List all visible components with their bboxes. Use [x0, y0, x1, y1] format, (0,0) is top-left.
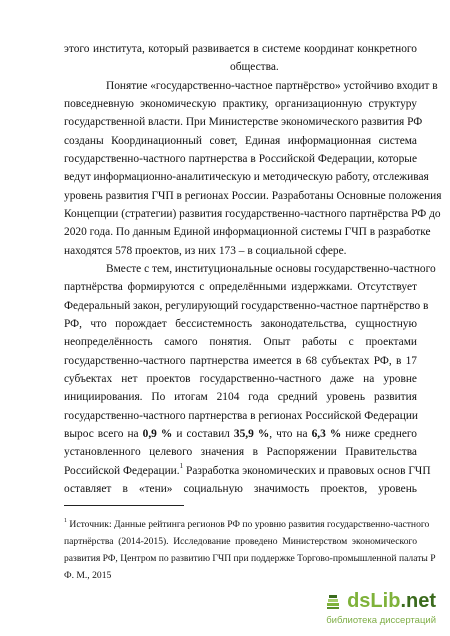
bold-value: 6,3 % — [311, 428, 342, 440]
text-line: государственно-частного партнерства в Российской Федерации, которые — [64, 153, 417, 165]
text-line: субъектах нет проектов государственно-частного даже на уровне — [64, 373, 417, 385]
text-line: Концепции (стратегии) развития государственно-частного партнёрства РФ до — [64, 208, 441, 220]
footnote-line: Ф. М., 2015 — [64, 570, 112, 581]
paragraph-start: Понятие «государственно-частное партнёрство» устойчиво входит в — [106, 80, 438, 92]
text-line: государственно-частного партнерства имеется в 68 субъектах РФ, в 17 — [64, 355, 417, 367]
logo-text: dsLib — [347, 590, 401, 612]
logo-domain: .net — [400, 590, 436, 612]
text-line: повседневную экономическую практику, организационную структуру — [64, 98, 417, 110]
text-line: государственной власти. При Министерстве экономического развития РФ — [64, 116, 423, 128]
text-line-with-footnote-ref — [64, 462, 431, 478]
watermark-logo — [347, 590, 436, 613]
site-watermark — [310, 590, 440, 630]
text-line: 2020 года. По данным Единой информационной системы ГЧП в разработке — [64, 226, 431, 238]
text-line: инициирования. По итогам 2104 года средний уровень развития — [64, 391, 417, 403]
text-line: государственно-частного партнерства в регионах Российской Федерации — [64, 410, 419, 422]
text-line: партнёрства формируются с определёнными издержками. Отсутствует — [64, 281, 417, 293]
text-span: Российской Федерации. — [64, 465, 180, 477]
text-line: оставляет в «тени» социальную значимость проектов, уровень — [64, 483, 417, 495]
bold-value: 35,9 % — [233, 428, 270, 440]
text-line: этого института, который развивается в системе координат конкретного — [64, 43, 417, 55]
footnote-marker: 1 — [64, 517, 67, 524]
text-line: общества. — [230, 61, 279, 73]
text-span: , что на — [269, 428, 308, 440]
text-line: установленного целевого значения в Распоряжении Правительства — [64, 446, 417, 458]
text-line: ведут информационно-аналитическую и методическую работу, отслеживая — [64, 171, 429, 183]
footnote-line: партнёрства (2014-2015). Исследование проведено Министерством экономического — [64, 536, 417, 547]
footnote-line — [64, 517, 430, 531]
text-line: находятся 578 проектов, из них 173 – в социальной сфере. — [64, 245, 347, 257]
footnote-line: развития РФ, Центром по развитию ГЧП при поддержке Торгово-промышленной палаты Р — [64, 553, 436, 564]
text-line: уровень развития ГЧП в регионах России. Разработаны Основные положения — [64, 190, 442, 202]
text-span: ниже среднего — [345, 428, 417, 440]
book-stack-icon — [326, 594, 340, 610]
text-line: Федеральный закон, регулирующий государственно-частное партнёрство в — [64, 300, 429, 312]
text-span: Разработка экономических и правовых основ ГЧП — [185, 465, 431, 477]
footnote-divider — [64, 505, 184, 506]
footnote-text: Источник: Данные рейтинга регионов РФ по уровню развития государственно-частного — [69, 519, 430, 530]
text-line: РФ, что порождает бессистемность законодательства, сущностную — [64, 318, 417, 330]
text-span: вырос всего на — [64, 428, 139, 440]
text-span: и составил — [176, 428, 230, 440]
watermark-subtitle: библиотека диссертаций — [326, 615, 436, 626]
text-line: неопределённость самого понятия. Опыт работы с проектами — [64, 336, 417, 348]
text-line-with-emphasis — [64, 427, 417, 441]
bold-value: 0,9 % — [142, 428, 173, 440]
text-line: созданы Координационный совет, Единая информационная система — [64, 135, 417, 147]
footnote-reference[interactable]: 1 — [179, 462, 184, 471]
paragraph-start: Вместе с тем, институциональные основы государственно-частного — [106, 263, 436, 275]
